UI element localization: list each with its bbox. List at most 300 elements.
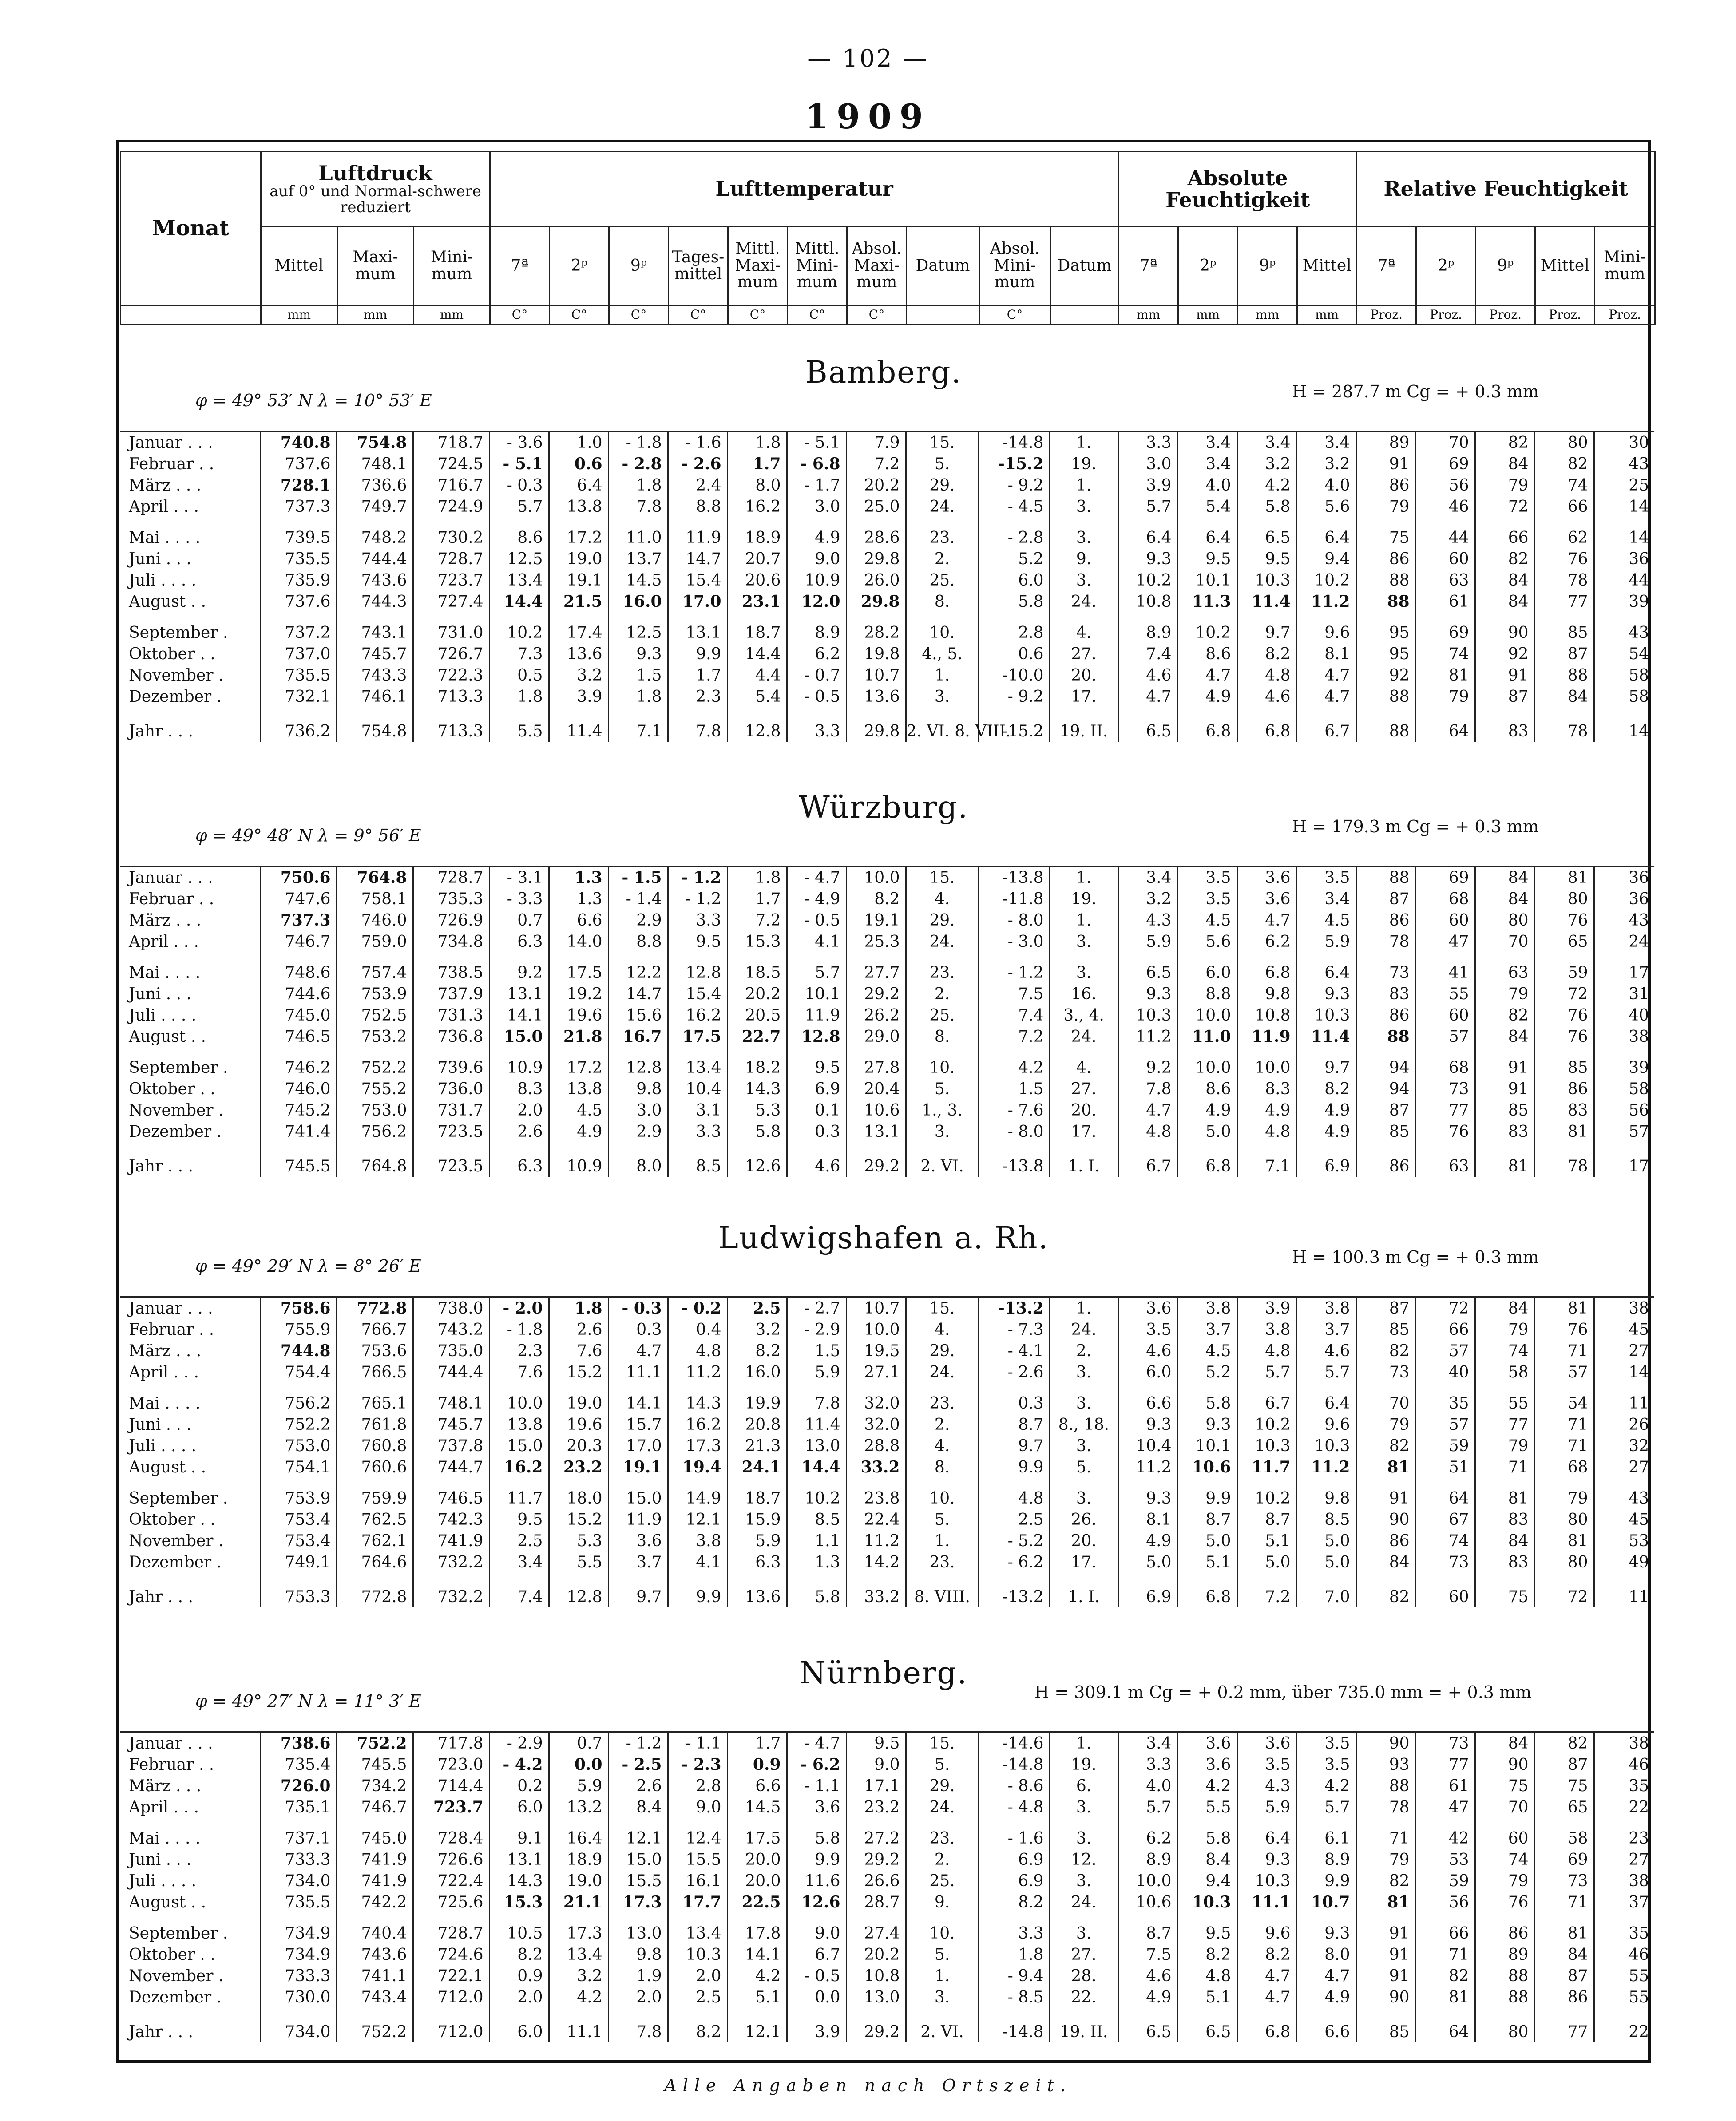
data-cell: 5.7 xyxy=(1118,496,1177,517)
data-cell: 79 xyxy=(1534,1478,1594,1509)
data-cell: 10.2 xyxy=(1296,570,1356,591)
data-cell: 7.2 xyxy=(1237,1573,1296,1607)
data-cell: 1.3 xyxy=(549,888,608,910)
data-cell: 6.5 xyxy=(1237,517,1296,548)
data-cell: 4.4 xyxy=(727,665,787,686)
data-cell: 47 xyxy=(1415,931,1475,952)
data-cell: 3.0 xyxy=(1118,453,1177,475)
data-cell: 86 xyxy=(1534,1078,1594,1100)
data-cell: 3.3 xyxy=(979,1913,1050,1944)
data-cell: 3.4 xyxy=(1237,431,1296,454)
data-cell: 72 xyxy=(1415,1297,1475,1319)
month-row xyxy=(120,1775,1654,1797)
data-cell: 83 xyxy=(1475,1121,1534,1142)
header-unit: mm xyxy=(1119,305,1178,324)
month-label: Jahr . . . xyxy=(129,1157,193,1175)
data-cell: 730.2 xyxy=(413,517,489,548)
data-cell: 754.4 xyxy=(260,1361,337,1383)
data-cell: - 8.6 xyxy=(979,1775,1050,1797)
header-col: 7ª xyxy=(1357,226,1416,305)
data-cell: 5.0 xyxy=(1177,1121,1237,1142)
data-cell: 24. xyxy=(906,1797,979,1818)
data-cell: 13.6 xyxy=(549,643,608,665)
data-cell: 19.6 xyxy=(549,1414,608,1435)
data-cell: 84 xyxy=(1475,1297,1534,1319)
data-cell: 9.7 xyxy=(608,1573,668,1607)
data-cell: 4.9 xyxy=(549,1121,608,1142)
data-cell: 4.6 xyxy=(1118,1340,1177,1361)
data-cell: 744.8 xyxy=(260,1340,337,1361)
month-label: September . xyxy=(129,1489,228,1508)
data-cell: 16. xyxy=(1050,983,1118,1005)
data-cell: 92 xyxy=(1475,643,1534,665)
data-cell: - 0.3 xyxy=(489,475,549,496)
data-cell: 749.7 xyxy=(337,496,413,517)
data-cell: 10.0 xyxy=(846,867,906,889)
header-luftdruck: Luftdruck xyxy=(318,161,432,185)
data-cell: - 5.1 xyxy=(787,431,846,454)
data-cell: 87 xyxy=(1356,888,1415,910)
data-cell: 18.9 xyxy=(549,1849,608,1870)
data-cell: 5.8 xyxy=(787,1573,846,1607)
data-cell: 737.1 xyxy=(260,1818,337,1849)
data-cell: 11.0 xyxy=(1177,1026,1237,1047)
data-cell: 753.0 xyxy=(260,1435,337,1456)
month-row xyxy=(120,431,1654,454)
data-cell: - 2.0 xyxy=(489,1297,549,1319)
month-row xyxy=(120,548,1654,570)
data-cell: 79 xyxy=(1475,983,1534,1005)
data-cell: 735.5 xyxy=(260,1891,337,1913)
data-cell: 5.9 xyxy=(549,1775,608,1797)
data-cell: 11.2 xyxy=(846,1530,906,1551)
data-cell: 87 xyxy=(1534,1965,1594,1986)
data-cell: 4.2 xyxy=(1177,1775,1237,1797)
data-cell: 6.9 xyxy=(979,1849,1050,1870)
data-cell: 8.2 xyxy=(846,888,906,910)
data-cell: 90 xyxy=(1475,1754,1534,1775)
data-cell: 724.9 xyxy=(413,496,489,517)
data-cell: 10.8 xyxy=(846,1965,906,1986)
data-cell: 4.7 xyxy=(1177,665,1237,686)
data-cell: 9.5 xyxy=(489,1509,549,1530)
data-cell: 87 xyxy=(1356,1297,1415,1319)
data-cell: 78 xyxy=(1534,1142,1594,1177)
data-cell: 20.6 xyxy=(727,570,787,591)
data-cell: 90 xyxy=(1356,1509,1415,1530)
data-cell: 40 xyxy=(1415,1361,1475,1383)
data-cell: 26.2 xyxy=(846,1005,906,1026)
data-cell: 4.9 xyxy=(1177,1100,1237,1121)
data-cell: 738.5 xyxy=(413,952,489,983)
data-cell: 2.0 xyxy=(668,1965,727,1986)
data-cell: 10.0 xyxy=(1237,1047,1296,1078)
data-cell: 88 xyxy=(1356,1775,1415,1797)
data-cell: 12. xyxy=(1050,1849,1118,1870)
data-cell: 20.5 xyxy=(727,1005,787,1026)
data-cell: 746.0 xyxy=(260,1078,337,1100)
data-cell: 723.0 xyxy=(413,1754,489,1775)
data-cell: 744.7 xyxy=(413,1456,489,1478)
data-cell: 3.4 xyxy=(489,1551,549,1573)
data-cell: 745.0 xyxy=(337,1818,413,1849)
data-cell: 87 xyxy=(1534,1754,1594,1775)
data-cell: - 8.0 xyxy=(979,1121,1050,1142)
data-cell: 19.9 xyxy=(727,1383,787,1414)
data-cell: 23 xyxy=(1594,1818,1654,1849)
data-cell: 8.2 xyxy=(1177,1944,1237,1965)
data-cell: 27. xyxy=(1050,1078,1118,1100)
data-cell: 95 xyxy=(1356,643,1415,665)
data-cell: 1.8 xyxy=(727,867,787,889)
data-cell: 10.7 xyxy=(1296,1891,1356,1913)
data-cell: 29.8 xyxy=(846,548,906,570)
data-cell: 9.7 xyxy=(979,1435,1050,1456)
data-cell: 2.3 xyxy=(668,686,727,707)
data-cell: 744.6 xyxy=(260,983,337,1005)
header-unit: Proz. xyxy=(1357,305,1416,324)
month-label: Oktober . . xyxy=(129,645,215,663)
data-cell: 10.1 xyxy=(1177,1435,1237,1456)
data-cell: -14.6 xyxy=(979,1732,1050,1754)
month-row xyxy=(120,1551,1654,1573)
data-cell: 73 xyxy=(1415,1078,1475,1100)
data-cell: 73 xyxy=(1356,1361,1415,1383)
data-cell: 4.9 xyxy=(1237,1100,1296,1121)
header-col: Mittel xyxy=(1535,226,1595,305)
data-cell: 9.9 xyxy=(979,1456,1050,1478)
data-cell: 8.2 xyxy=(1237,1944,1296,1965)
data-cell: 20.2 xyxy=(846,475,906,496)
data-cell: 746.2 xyxy=(260,1047,337,1078)
data-cell: 4.7 xyxy=(1237,1965,1296,1986)
data-cell: 766.5 xyxy=(337,1361,413,1383)
data-cell: - 2.6 xyxy=(979,1361,1050,1383)
data-cell: 7.9 xyxy=(846,431,906,454)
data-cell: 81 xyxy=(1534,1530,1594,1551)
data-cell: 12.8 xyxy=(787,1026,846,1047)
data-cell: 4.3 xyxy=(1237,1775,1296,1797)
data-cell: 84 xyxy=(1475,1732,1534,1754)
data-cell: 4.9 xyxy=(1177,686,1237,707)
data-cell: 7.4 xyxy=(1118,643,1177,665)
data-cell: 3.9 xyxy=(549,686,608,707)
month-label: November . xyxy=(129,1531,224,1550)
data-cell: 4.7 xyxy=(1296,1965,1356,1986)
data-cell: 88 xyxy=(1356,1026,1415,1047)
data-cell: 20. xyxy=(1050,1530,1118,1551)
data-cell: 58 xyxy=(1594,1078,1654,1100)
header-unit: C° xyxy=(847,305,907,324)
data-cell: 11.2 xyxy=(668,1361,727,1383)
data-cell: 4.2 xyxy=(549,1986,608,2008)
data-cell: - 4.2 xyxy=(489,1754,549,1775)
header-unit: C° xyxy=(728,305,788,324)
data-cell: 6.5 xyxy=(1118,707,1177,742)
data-cell: - 1.6 xyxy=(668,431,727,454)
data-cell: 733.3 xyxy=(260,1849,337,1870)
data-cell: 746.5 xyxy=(413,1478,489,1509)
data-cell: 55 xyxy=(1415,983,1475,1005)
data-cell: 11.2 xyxy=(1118,1456,1177,1478)
data-cell: 12.8 xyxy=(668,952,727,983)
data-cell: 745.7 xyxy=(337,643,413,665)
data-cell: 756.2 xyxy=(337,1121,413,1142)
data-cell: 2.0 xyxy=(608,1986,668,2008)
year-title: 1909 xyxy=(805,97,931,136)
data-cell: 5.4 xyxy=(727,686,787,707)
data-cell: 10. xyxy=(906,1913,979,1944)
data-cell: 737.0 xyxy=(260,643,337,665)
data-cell: 3.2 xyxy=(1296,453,1356,475)
data-cell: - 1.2 xyxy=(979,952,1050,983)
data-cell: 95 xyxy=(1356,612,1415,643)
data-cell: 19. II. xyxy=(1050,707,1118,742)
data-cell: 29. xyxy=(906,910,979,931)
data-cell: 726.7 xyxy=(413,643,489,665)
data-cell: 5.1 xyxy=(1177,1986,1237,2008)
data-cell: 5. xyxy=(906,1944,979,1965)
data-cell: 4.6 xyxy=(1118,665,1177,686)
data-cell: 3.1 xyxy=(668,1100,727,1121)
data-cell: 91 xyxy=(1475,1078,1534,1100)
data-cell: 764.8 xyxy=(337,867,413,889)
data-cell: 736.8 xyxy=(413,1026,489,1047)
data-cell: 82 xyxy=(1415,1965,1475,1986)
data-cell: 21.3 xyxy=(727,1435,787,1456)
data-cell: 3. xyxy=(1050,1818,1118,1849)
data-cell: - 0.5 xyxy=(787,686,846,707)
header-unit: mm xyxy=(414,305,490,324)
data-cell: 20.3 xyxy=(549,1435,608,1456)
data-cell: 13.6 xyxy=(846,686,906,707)
data-cell: 3.5 xyxy=(1118,1319,1177,1340)
data-cell: 66 xyxy=(1415,1319,1475,1340)
data-cell: 69 xyxy=(1415,612,1475,643)
data-cell: 3.4 xyxy=(1177,431,1237,454)
data-cell: - 1.7 xyxy=(787,475,846,496)
data-cell: 87 xyxy=(1534,643,1594,665)
data-cell: 3.7 xyxy=(1296,1319,1356,1340)
data-cell: 3.4 xyxy=(1177,453,1237,475)
data-cell: 753.9 xyxy=(260,1478,337,1509)
header-unit: mm xyxy=(261,305,337,324)
month-row xyxy=(120,1944,1654,1965)
station-name: Ludwigshafen a. Rh. xyxy=(718,1221,1049,1256)
data-cell: 66 xyxy=(1415,1913,1475,1944)
data-cell: 25. xyxy=(906,1870,979,1891)
data-cell: -15.2 xyxy=(979,707,1050,742)
month-label: November . xyxy=(129,1101,224,1120)
station-height: H = 309.1 m Cg = + 0.2 mm, über 735.0 mm = + 0.3 mm xyxy=(1034,1682,1532,1702)
data-cell: 2.8 xyxy=(979,612,1050,643)
data-cell: 753.4 xyxy=(260,1509,337,1530)
data-cell: 6.3 xyxy=(489,931,549,952)
month-row xyxy=(120,1913,1654,1944)
data-cell: 4.7 xyxy=(1237,910,1296,931)
data-cell: 14.1 xyxy=(727,1944,787,1965)
data-cell: 72 xyxy=(1475,496,1534,517)
data-cell: 4.7 xyxy=(1296,686,1356,707)
data-cell: 743.1 xyxy=(337,612,413,643)
data-cell: 29.8 xyxy=(846,707,906,742)
data-cell: 8.6 xyxy=(489,517,549,548)
data-cell: 6.4 xyxy=(1296,517,1356,548)
data-cell: 12.5 xyxy=(489,548,549,570)
data-cell: 734.2 xyxy=(337,1775,413,1797)
data-cell: 14 xyxy=(1594,496,1654,517)
data-cell: 2.0 xyxy=(489,1100,549,1121)
data-cell: 7.6 xyxy=(489,1361,549,1383)
data-cell: 725.6 xyxy=(413,1891,489,1913)
data-cell: 6.5 xyxy=(1118,2008,1177,2042)
data-cell: 5. xyxy=(906,1078,979,1100)
data-cell: 13.6 xyxy=(727,1573,787,1607)
data-cell: 18.7 xyxy=(727,1478,787,1509)
data-cell: - 2.7 xyxy=(787,1297,846,1319)
data-cell: 748.1 xyxy=(337,453,413,475)
data-cell: 35 xyxy=(1594,1775,1654,1797)
data-cell: 1.7 xyxy=(727,453,787,475)
data-cell: 76 xyxy=(1534,1005,1594,1026)
data-cell: 68 xyxy=(1415,888,1475,910)
data-cell: 61 xyxy=(1415,1775,1475,1797)
header-rel-feucht: Relative Feuchtigkeit xyxy=(1357,152,1655,226)
data-cell: 760.6 xyxy=(337,1456,413,1478)
data-cell: 20.0 xyxy=(727,1849,787,1870)
data-cell: 29.2 xyxy=(846,2008,906,2042)
header-abs-feucht: Absolute Feuchtigkeit xyxy=(1119,152,1357,226)
month-row xyxy=(120,665,1654,686)
data-cell: 746.7 xyxy=(260,931,337,952)
data-cell: - 6.2 xyxy=(979,1551,1050,1573)
data-cell: 10.3 xyxy=(668,1944,727,1965)
data-cell: 69 xyxy=(1534,1849,1594,1870)
data-cell: 9.3 xyxy=(1118,548,1177,570)
data-cell: 7.4 xyxy=(979,1005,1050,1026)
data-cell: 745.7 xyxy=(413,1414,489,1435)
data-cell: - 2.9 xyxy=(787,1319,846,1340)
data-cell: 3.5 xyxy=(1177,867,1237,889)
data-cell: 2.5 xyxy=(668,1986,727,2008)
data-cell: - 9.4 xyxy=(979,1965,1050,1986)
data-cell: 70 xyxy=(1475,931,1534,952)
month-row xyxy=(120,1005,1654,1026)
data-cell: 10.6 xyxy=(846,1100,906,1121)
data-cell: 14.3 xyxy=(668,1383,727,1414)
data-cell: 15.0 xyxy=(608,1478,668,1509)
data-cell: 1.7 xyxy=(668,665,727,686)
data-cell: 9.8 xyxy=(1237,983,1296,1005)
data-cell: 92 xyxy=(1356,665,1415,686)
station-height: H = 100.3 m Cg = + 0.3 mm xyxy=(1292,1247,1539,1267)
data-cell: 13.8 xyxy=(489,1414,549,1435)
data-cell: 29.2 xyxy=(846,1142,906,1177)
data-cell: 77 xyxy=(1475,1414,1534,1435)
data-cell: 81 xyxy=(1475,1478,1534,1509)
data-cell: 6.8 xyxy=(1237,952,1296,983)
data-cell: 75 xyxy=(1534,1775,1594,1797)
data-cell: 3.6 xyxy=(1237,888,1296,910)
data-cell: 1.7 xyxy=(727,1732,787,1754)
data-cell: 38 xyxy=(1594,1026,1654,1047)
data-cell: 28.2 xyxy=(846,612,906,643)
data-cell: 74 xyxy=(1415,1530,1475,1551)
data-cell: 764.8 xyxy=(337,1142,413,1177)
data-cell: - 6.2 xyxy=(787,1754,846,1775)
data-cell: 13.4 xyxy=(549,1944,608,1965)
data-cell: 10.2 xyxy=(1177,612,1237,643)
data-cell: 5. xyxy=(1050,1456,1118,1478)
data-cell: 77 xyxy=(1415,1754,1475,1775)
station-name: Nürnberg. xyxy=(799,1656,968,1691)
data-cell: 755.2 xyxy=(337,1078,413,1100)
header-col: 7ª xyxy=(1119,226,1178,305)
data-cell: 23. xyxy=(906,517,979,548)
data-cell: 74 xyxy=(1475,1849,1534,1870)
data-cell: 736.6 xyxy=(337,475,413,496)
data-cell: 713.3 xyxy=(413,686,489,707)
month-label: Februar . . xyxy=(129,1755,214,1774)
data-cell: 81 xyxy=(1356,1456,1415,1478)
data-cell: 75 xyxy=(1356,517,1415,548)
data-cell: 8.2 xyxy=(1296,1078,1356,1100)
data-cell: 76 xyxy=(1415,1121,1475,1142)
data-cell: 24. xyxy=(1050,591,1118,612)
data-cell: 744.3 xyxy=(337,591,413,612)
header-unit xyxy=(1050,305,1119,324)
data-cell: 14 xyxy=(1594,1361,1654,1383)
data-cell: 19.1 xyxy=(608,1456,668,1478)
month-label: Jahr . . . xyxy=(129,722,193,740)
data-cell: 54 xyxy=(1534,1383,1594,1414)
data-cell: 17. xyxy=(1050,1551,1118,1573)
data-cell: 72 xyxy=(1534,983,1594,1005)
data-cell: 3.3 xyxy=(668,910,727,931)
month-label: Dezember . xyxy=(129,1988,222,2006)
data-cell: 3.6 xyxy=(1118,1297,1177,1319)
data-cell: 23.1 xyxy=(727,591,787,612)
month-label: November . xyxy=(129,666,224,685)
data-cell: 726.6 xyxy=(413,1849,489,1870)
data-cell: 15. xyxy=(906,1732,979,1754)
data-cell: 14.7 xyxy=(608,983,668,1005)
data-cell: 10.1 xyxy=(1177,570,1237,591)
data-cell: 20.7 xyxy=(727,548,787,570)
data-cell: 1.3 xyxy=(549,867,608,889)
data-cell: 0.9 xyxy=(727,1754,787,1775)
data-cell: 91 xyxy=(1356,1913,1415,1944)
data-cell: 39 xyxy=(1594,591,1654,612)
header-luftdruck-sub: auf 0° und Normal-schwere reduziert xyxy=(270,182,481,216)
month-label: Februar . . xyxy=(129,455,214,473)
data-cell: 13.4 xyxy=(668,1047,727,1078)
data-cell: 9.6 xyxy=(1237,1913,1296,1944)
month-label: Oktober . . xyxy=(129,1945,215,1964)
data-cell: 71 xyxy=(1534,1435,1594,1456)
data-cell: 11.2 xyxy=(1118,1026,1177,1047)
data-cell: 46 xyxy=(1415,496,1475,517)
data-cell: 90 xyxy=(1356,1986,1415,2008)
data-cell: 83 xyxy=(1475,707,1534,742)
data-cell: 76 xyxy=(1475,1891,1534,1913)
data-cell: 15.2 xyxy=(549,1361,608,1383)
month-row xyxy=(120,643,1654,665)
data-cell: 1.8 xyxy=(549,1297,608,1319)
data-cell: 3. xyxy=(1050,1797,1118,1818)
data-cell: 8.2 xyxy=(489,1944,549,1965)
data-cell: -14.8 xyxy=(979,1754,1050,1775)
